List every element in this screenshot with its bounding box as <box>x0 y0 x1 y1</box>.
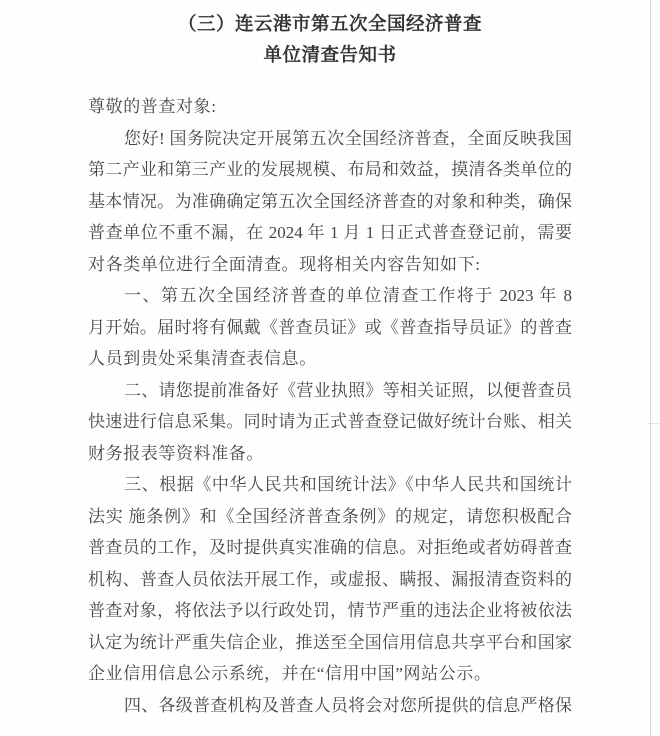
body-line: 一、第五次全国经济普查的单位清查工作将于 2023 年 8 <box>124 286 572 305</box>
body-line: 基本情况。为准确确定第五次全国经济普查的对象和种类，确保 <box>88 191 572 211</box>
body-line: 月开始。届时将有佩戴《普查员证》或《普查指导员证》的普查 <box>88 317 572 337</box>
salutation: 尊敬的普查对象: <box>88 97 217 116</box>
document-title <box>88 8 572 70</box>
title-line-2: 单位清查告知书 <box>263 44 397 65</box>
body-line: 第二产业和第三产业的发展规模、布局和效益，摸清各类单位的 <box>88 160 572 179</box>
body-line: 您好! 国务院决定开展第五次全国经济普查，全面反映我国 <box>124 128 572 148</box>
body-line: 人员到贵处采集清查表信息。 <box>88 349 317 368</box>
body-line: 财务报表等资料准备。 <box>88 443 264 463</box>
body-line: 企业信用信息公示系统，并在“信用中国”网站公示。 <box>88 664 492 683</box>
body-line: 对各类单位进行全面清查。现将相关内容告知如下: <box>88 254 481 274</box>
document-body <box>88 91 572 721</box>
body-line: 快速进行信息采集。同时请为正式普查登记做好统计台账、相关 <box>88 412 572 431</box>
body-line: 二、请您提前准备好《营业执照》等相关证照，以便普查员 <box>124 380 572 400</box>
body-line: 普查单位不重不漏，在 2024 年 1 月 1 日正式普查登记前，需要 <box>88 223 572 242</box>
body-line: 普查员的工作，及时提供真实准确的信息。对拒绝或者妨碍普查 <box>88 538 572 557</box>
body-line: 普查对象，将依法予以行政处罚，情节严重的违法企业将被依法 <box>88 601 572 620</box>
scan-artifact-line <box>648 423 660 424</box>
body-line: 三、根据《中华人民共和国统计法》《中华人民共和国统计 <box>124 475 572 494</box>
body-line: 认定为统计严重失信企业，推送至全国信用信息共享平台和国家 <box>88 632 572 652</box>
title-line-1: （三）连云港市第五次全国经济普查 <box>177 13 482 34</box>
scan-page-edge-line <box>650 0 651 736</box>
body-line: 机构、普查人员依法开展工作，或虚报、瞒报、漏报清查资料的 <box>88 569 572 589</box>
body-line: 法实 施条例》和《全国经济普查条例》的规定，请您积极配合 <box>88 506 572 526</box>
body-line: 四、各级普查机构及普查人员将会对您所提供的信息严格保 <box>124 695 572 715</box>
